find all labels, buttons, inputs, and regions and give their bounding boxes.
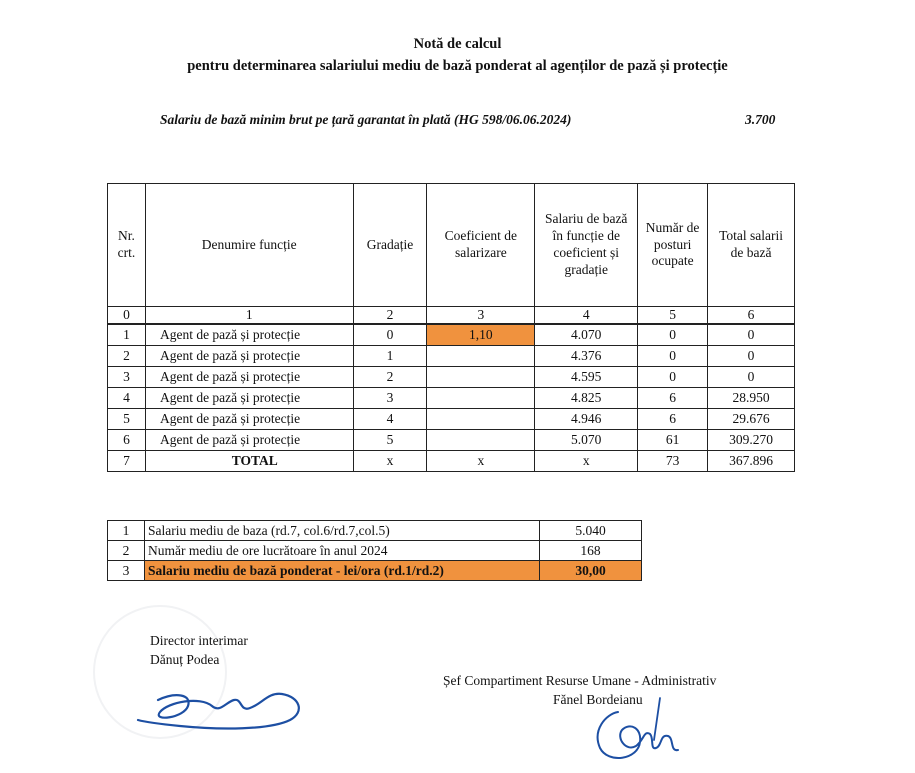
summary-row xyxy=(108,521,642,541)
col-index: 0 xyxy=(108,307,146,325)
hr-head-title: Șef Compartiment Resurse Umane - Administrativ xyxy=(443,673,717,688)
director-title: Director interimar xyxy=(150,633,248,648)
table-row xyxy=(108,346,795,367)
cell-grade: 5 xyxy=(353,430,427,451)
min-wage-label: Salariu de bază minim brut pe țară garantat în plată (HG 598/06.06.2024) xyxy=(160,112,572,127)
cell-salary: 4.070 xyxy=(535,324,638,346)
cell-grade: 3 xyxy=(353,388,427,409)
cell-nr: 2 xyxy=(108,346,146,367)
salary-table xyxy=(107,183,795,472)
cell-salary: x xyxy=(535,451,638,472)
table-row xyxy=(108,430,795,451)
cell-posts: 0 xyxy=(638,346,708,367)
header-total: Total salarii de bază xyxy=(708,184,795,307)
cell-coefficient: 1,10 xyxy=(427,324,535,346)
director-signature xyxy=(130,672,320,742)
cell-function: Agent de pază și protecție xyxy=(145,409,353,430)
cell-grade: 0 xyxy=(353,324,427,346)
cell-total: 0 xyxy=(708,324,795,346)
header-grade: Gradație xyxy=(353,184,427,307)
header-coefficient: Coeficient de salarizare xyxy=(427,184,535,307)
cell-function: Agent de pază și protecție xyxy=(145,388,353,409)
total-posts: 73 xyxy=(638,451,708,472)
cell-nr: 6 xyxy=(108,430,146,451)
cell-posts: 6 xyxy=(638,409,708,430)
cell-grade: x xyxy=(353,451,427,472)
cell-salary: 4.595 xyxy=(535,367,638,388)
summary-row-highlighted xyxy=(108,561,642,581)
col-index: 1 xyxy=(145,307,353,325)
summary-value: 5.040 xyxy=(540,521,642,541)
summary-nr: 3 xyxy=(108,561,145,581)
cell-total: 309.270 xyxy=(708,430,795,451)
summary-value: 168 xyxy=(540,541,642,561)
cell-total: 0 xyxy=(708,367,795,388)
col-index: 2 xyxy=(353,307,427,325)
cell-coefficient xyxy=(427,367,535,388)
header-posts: Număr de posturi ocupate xyxy=(638,184,708,307)
cell-coefficient xyxy=(427,346,535,367)
cell-salary: 4.376 xyxy=(535,346,638,367)
cell-function: Agent de pază și protecție xyxy=(145,430,353,451)
cell-coefficient xyxy=(427,430,535,451)
cell-salary: 5.070 xyxy=(535,430,638,451)
hr-head-name: Fănel Bordeianu xyxy=(553,692,643,707)
summary-label: Număr mediu de ore lucrătoare în anul 2024 xyxy=(145,541,540,561)
summary-value: 30,00 xyxy=(540,561,642,581)
cell-nr: 1 xyxy=(108,324,146,346)
cell-function: Agent de pază și protecție xyxy=(145,346,353,367)
cell-coefficient xyxy=(427,409,535,430)
total-salaries: 367.896 xyxy=(708,451,795,472)
cell-grade: 1 xyxy=(353,346,427,367)
cell-salary: 4.825 xyxy=(535,388,638,409)
cell-nr: 7 xyxy=(108,451,146,472)
cell-total: 28.950 xyxy=(708,388,795,409)
cell-coefficient xyxy=(427,388,535,409)
cell-posts: 0 xyxy=(638,367,708,388)
header-function: Denumire funcție xyxy=(145,184,353,307)
summary-label: Salariu mediu de bază ponderat - lei/ora (rd.1/rd.2) xyxy=(145,561,540,581)
total-label: TOTAL xyxy=(145,451,353,472)
cell-total: 0 xyxy=(708,346,795,367)
header-nr: Nr. crt. xyxy=(108,184,146,307)
summary-table xyxy=(107,520,642,581)
cell-posts: 61 xyxy=(638,430,708,451)
cell-nr: 4 xyxy=(108,388,146,409)
table-header-row xyxy=(108,184,795,307)
summary-nr: 2 xyxy=(108,541,145,561)
cell-total: 29.676 xyxy=(708,409,795,430)
cell-grade: 2 xyxy=(353,367,427,388)
cell-nr: 5 xyxy=(108,409,146,430)
document-subtitle: pentru determinarea salariului mediu de bază ponderat al agenților de pază și protecție xyxy=(187,58,728,74)
cell-salary: 4.946 xyxy=(535,409,638,430)
min-wage-value: 3.700 xyxy=(745,112,776,127)
table-row xyxy=(108,324,795,346)
cell-coefficient: x xyxy=(427,451,535,472)
col-index: 6 xyxy=(708,307,795,325)
table-row xyxy=(108,388,795,409)
cell-posts: 6 xyxy=(638,388,708,409)
summary-label: Salariu mediu de baza (rd.7, col.6/rd.7,col.5) xyxy=(145,521,540,541)
total-row xyxy=(108,451,795,472)
table-row xyxy=(108,409,795,430)
summary-nr: 1 xyxy=(108,521,145,541)
cell-nr: 3 xyxy=(108,367,146,388)
summary-row xyxy=(108,541,642,561)
table-row xyxy=(108,367,795,388)
col-index: 5 xyxy=(638,307,708,325)
director-name: Dănuț Podea xyxy=(150,652,220,667)
header-base-salary: Salariu de bază în funcție de coeficient și gradație xyxy=(535,184,638,307)
col-index: 4 xyxy=(535,307,638,325)
cell-function: Agent de pază și protecție xyxy=(145,367,353,388)
hr-head-signature xyxy=(578,690,688,770)
column-index-row xyxy=(108,307,795,325)
document-title: Notă de calcul xyxy=(413,36,502,52)
col-index: 3 xyxy=(427,307,535,325)
cell-grade: 4 xyxy=(353,409,427,430)
cell-function: Agent de pază și protecție xyxy=(145,324,353,346)
cell-posts: 0 xyxy=(638,324,708,346)
